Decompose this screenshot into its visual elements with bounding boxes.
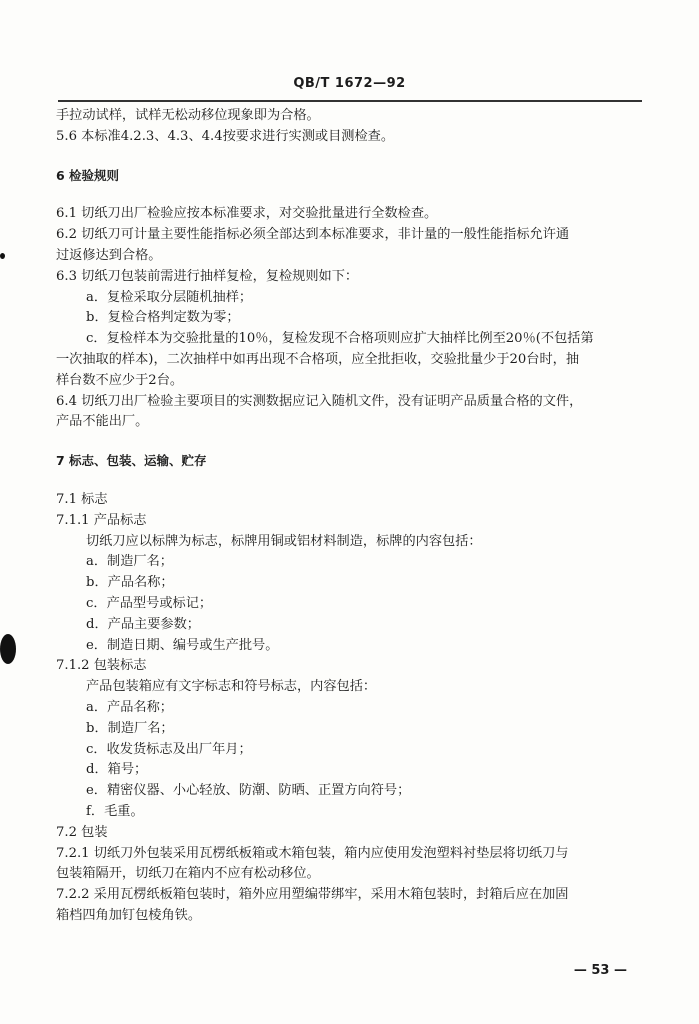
text-line: 产品不能出厂。 [56,414,149,430]
list-item: c．复检样本为交验批量的10％，复检发现不合格项则应扩大抽样比例至20％(不包括第 [86,331,594,347]
subsection-heading: 7.1 标志 [56,491,108,507]
subsection-heading: 7.1.1 产品标志 [56,512,147,528]
text-line: 7.2.2 采用瓦楞纸板箱包装时，箱外应用塑编带绑牢，采用木箱包装时，封箱后应在加固 [56,887,569,903]
text-line: 包装箱隔开，切纸刀在箱内不应有松动移位。 [56,866,320,882]
text-line: 产品包装箱应有文字标志和符号标志，内容包括： [86,679,377,695]
section-heading: 7 标志、包装、运输、贮存 [56,453,207,469]
text-line: 6.1 切纸刀出厂检验应按本标准要求，对交验批量进行全数检查。 [56,206,438,222]
header-rule [58,100,642,102]
list-item: f．毛重。 [86,803,144,819]
text-line: 6.4 切纸刀出厂检验主要项目的实测数据应记入随机文件，没有证明产品质量合格的文件， [56,393,583,409]
section-heading: 6 检验规则 [56,167,120,183]
list-item: c．产品型号或标记； [86,595,213,611]
list-item: d．产品主要参数； [86,616,200,632]
text-line: 样台数不应少于2台。 [56,372,184,388]
text-line: 6.3 切纸刀包装前需进行抽样复检，复检规则如下： [56,268,359,284]
text-line: 过返修达到合格。 [56,247,162,263]
list-item: b．制造厂名； [86,720,174,736]
ink-dot-mark [0,253,5,259]
text-line: 6.2 切纸刀可计量主要性能指标必须全部达到本标准要求，非计量的一般性能指标允许通 [56,227,570,243]
text-line: 5.6 本标准4.2.3、4.3、4.4按要求进行实测或目测检查。 [56,128,395,144]
text-line: 一次抽取的样本)，二次抽样中如再出现不合格项，应全批拒收，交验批量少于20台时，抽 [56,351,580,367]
document-body [56,106,644,927]
list-item: b．产品名称； [86,575,174,591]
list-item: d．箱号； [86,762,148,778]
subsection-heading: 7.1.2 包装标志 [56,658,147,674]
ink-blot-mark [0,634,16,664]
text-line: 7.2.1 切纸刀外包装采用瓦楞纸板箱或木箱包装，箱内应使用发泡塑料衬垫层将切纸刀与 [56,845,569,861]
list-item: e．精密仪器、小心轻放、防潮、防晒、正置方向符号； [86,783,411,799]
text-line: 箱档四角加钉包棱角铁。 [56,907,202,923]
list-item: b．复检合格判定数为零； [86,310,240,326]
standard-code-header: QB/T 1672—92 [293,76,406,91]
text-line: 手拉动试样，试样无松动移位现象即为合格。 [56,108,320,123]
page-number: — 53 — [573,963,627,978]
list-item: a．产品名称； [86,699,173,715]
list-item: a．制造厂名； [86,554,173,570]
list-item: a．复检采取分层随机抽样； [86,289,253,305]
text-line: 切纸刀应以标牌为标志，标牌用铜或铝材料制造，标牌的内容包括： [86,533,482,549]
subsection-heading: 7.2 包装 [56,824,108,840]
list-item: c．收发货标志及出厂年月； [86,741,252,757]
list-item: e．制造日期、编号或生产批号。 [86,637,279,653]
